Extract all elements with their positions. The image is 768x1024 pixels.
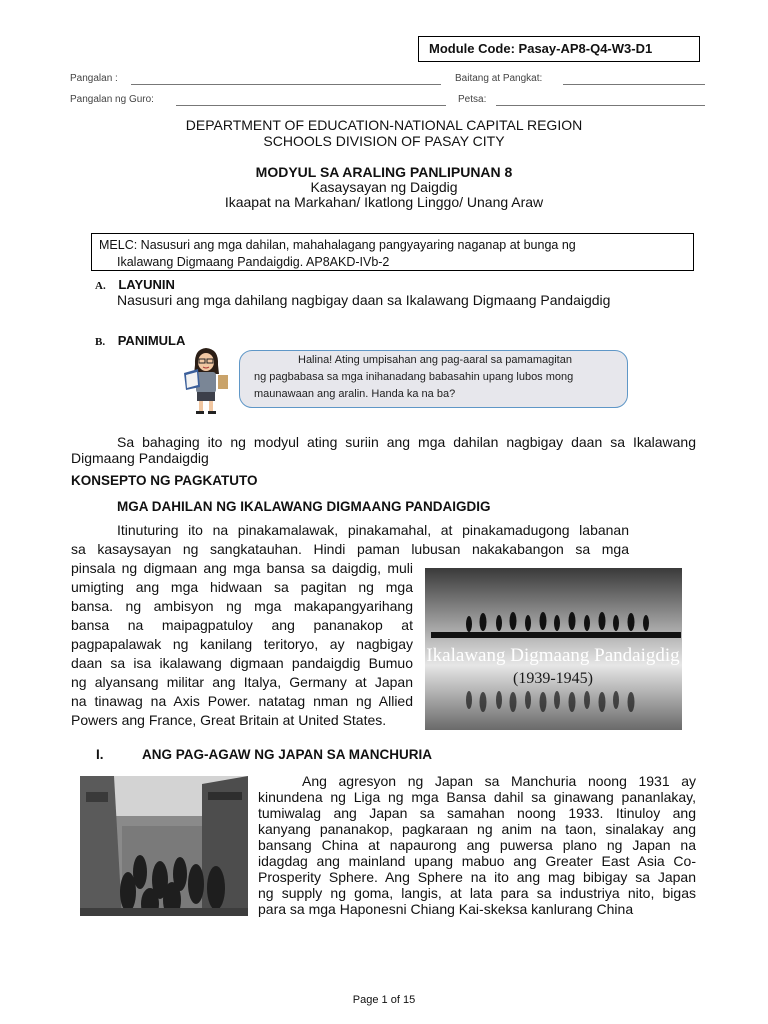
subject-title: Kasaysayan ng Daigdig — [310, 179, 458, 195]
intro-line-2: Digmaang Pandaigdig — [71, 450, 209, 466]
dahilan-line-6: bansa na maipagpatuloy ang pananakop at — [71, 617, 413, 633]
teacher-field[interactable] — [176, 105, 446, 106]
intro-line-1: Sa bahaging ito ng modyul ating suriin ang mga dahilan nagbigay daan sa Ikalawang — [117, 434, 696, 450]
melc-line-2: Ikalawang Digmaang Pandaigdig. AP8AKD-IVb-2 — [117, 255, 390, 269]
dahilan-line-5: bansa. ng ambisyon ng mga makapangyarihang — [71, 598, 413, 614]
dahilan-line-4: umigting ang mga hidwaan sa pagitan ng mga — [71, 579, 413, 595]
dahilan-line-10: na tinawag na Axis Power. natatag nman ng Allied — [71, 693, 413, 709]
dahilan-line-7: pagpapalawak ng kanilang teritoryo, ay nagbigay — [71, 636, 413, 652]
panimula-heading — [95, 333, 185, 348]
manchuria-line-1: Ang agresyon ng Japan sa Manchuria noong 1931 ay — [302, 773, 696, 789]
name-label: Pangalan : — [70, 73, 118, 84]
speech-bubble — [239, 350, 628, 408]
dahilan-line-1: Itinuturing ito na pinakamalawak, pinakamahal, at pinakamadugong labanan — [117, 522, 629, 538]
dahilan-heading: MGA DAHILAN NG IKALAWANG DIGMAANG PANDAIGDIG — [117, 499, 491, 514]
panimula-title: PANIMULA — [117, 333, 186, 348]
layunin-letter: A. — [95, 280, 106, 292]
layunin-title: LAYUNIN — [118, 277, 175, 292]
teacher-illustration — [178, 345, 236, 415]
manchuria-number: I. — [96, 747, 104, 762]
dahilan-line-3: pinsala ng digmaan ang mga bansa sa daigdig, muli — [71, 560, 413, 576]
manchuria-line-8: ng supply ng goma, langis, at lata para sa industriya nito, bigas — [258, 885, 696, 901]
melc-box — [91, 233, 694, 271]
division-heading: SCHOOLS DIVISION OF PASAY CITY — [263, 133, 505, 149]
manchuria-line-6: idagdag ang mainland upang mabuo ang Greater East Asia Co- — [258, 853, 696, 869]
manchuria-line-3: tumiwalag ang Japan sa samahan noong 1933. Itinuloy ang — [258, 805, 696, 821]
date-label: Petsa: — [458, 94, 487, 105]
module-code: Module Code: Pasay-AP8-Q4-W3-D1 — [418, 36, 700, 62]
dahilan-line-2: sa kasaysayan ng sangkatauhan. Hindi paman lubusan nakakabangon sa mga — [71, 541, 629, 557]
panimula-letter: B. — [95, 336, 106, 348]
bubble-line-1: Halina! Ating umpisahan ang pag-aaral sa pamamagitan — [298, 354, 572, 366]
dahilan-line-8: daan sa isa ikalawang digmaan pandaigdig Bumuo — [71, 655, 413, 671]
manchuria-text — [258, 773, 696, 917]
melc-line-1: MELC: Nasusuri ang mga dahilan, mahahalagang pangyayaring naganap at bunga ng — [99, 238, 576, 252]
wwii-image — [425, 568, 682, 730]
bubble-line-3: maunawaan ang aralin. Handa ka na ba? — [254, 388, 456, 400]
layunin-heading — [95, 277, 175, 292]
wwii-image-years: (1939-1945) — [513, 670, 593, 687]
manchuria-line-9: para sa mga Haponesni Chiang Kai-skeksa kanlurang China — [258, 901, 634, 917]
name-field[interactable] — [131, 84, 441, 85]
grade-section-field[interactable] — [563, 84, 705, 85]
dahilan-narrow-text — [71, 560, 413, 731]
manchuria-photo — [80, 776, 248, 916]
grade-section-label: Baitang at Pangkat: — [455, 73, 543, 84]
dahilan-line-11: Powers ang France, Great Britain at United States. — [71, 712, 387, 728]
konsepto-heading: KONSEPTO NG PAGKATUTO — [71, 473, 258, 488]
bubble-line-2: ng pagbabasa sa mga inihanadang babasahin upang lubos mong — [254, 371, 574, 383]
manchuria-heading: ANG PAG-AGAW NG JAPAN SA MANCHURIA — [142, 747, 432, 762]
date-field[interactable] — [496, 105, 705, 106]
manchuria-line-2: kinundena ng Liga ng mga Bansa dahil sa ginawang pananlakay, — [258, 789, 696, 805]
quarter-week-day: Ikaapat na Markahan/ Ikatlong Linggo/ Unang Araw — [224, 194, 544, 210]
manchuria-line-7: Prosperity Sphere. Ang Sphere na ito ang mag bibigay sa Japan — [258, 869, 696, 885]
deped-region-heading: DEPARTMENT OF EDUCATION-NATIONAL CAPITAL REGION — [185, 117, 583, 133]
page-number: Page 1 of 15 — [352, 994, 416, 1006]
manchuria-line-5: bansang China at napaurong ang puwersa plano ng Japan na — [258, 837, 696, 853]
dahilan-line-9: ng alyansang militar ang Italya, Germany at Japan — [71, 674, 413, 690]
module-title: MODYUL SA ARALING PANLIPUNAN 8 — [255, 164, 513, 180]
teacher-label: Pangalan ng Guro: — [70, 94, 154, 105]
wwii-image-title: Ikalawang Digmaang Pandaigdig — [426, 645, 680, 666]
layunin-text: Nasusuri ang mga dahilang nagbigay daan sa Ikalawang Digmaang Pandaigdig — [117, 292, 611, 308]
manchuria-line-4: kanyang pananakop, pagkaraan ng anim na taon, sinalakay ang — [258, 821, 696, 837]
